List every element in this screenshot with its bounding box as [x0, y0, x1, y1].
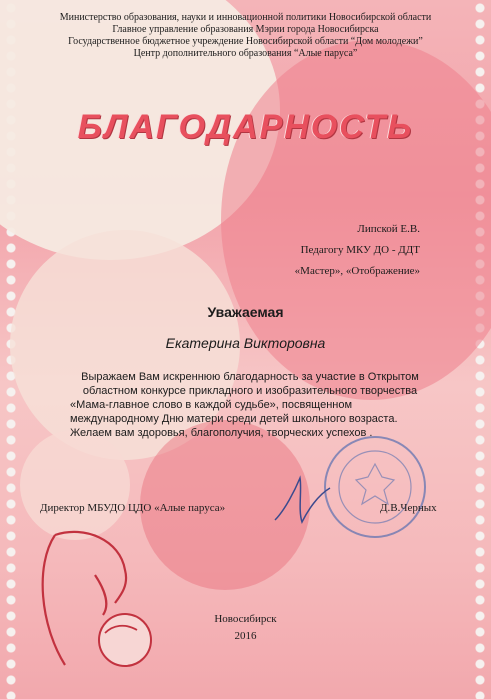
- mother-child-illustration-icon: [25, 515, 175, 685]
- org-line: Центр дополнительного образования “Алые паруса”: [133, 48, 358, 59]
- recipient-position: Педагогу МКУ ДО - ДДТ: [300, 244, 420, 256]
- org-line: Государственное бюджетное учреждение Новосибирской области “Дом молодежи”: [68, 36, 423, 47]
- organization-header: [30, 12, 461, 60]
- body-line: областном конкурсе прикладного и изобразительного творчества: [82, 385, 418, 397]
- year: 2016: [234, 630, 257, 642]
- org-line: Министерство образования, науки и инновационной политики Новосибирской области: [59, 12, 432, 23]
- recipient-studios: «Мастер», «Отображение»: [294, 265, 420, 277]
- body-line: международному Дню матери среди детей школьного возраста.: [70, 413, 398, 425]
- greeting: Уважаемая: [207, 304, 284, 320]
- city: Новосибирск: [214, 613, 277, 625]
- body-line: «Мама-главное слово в каждой судьбе», посвященном: [70, 399, 353, 411]
- body-line: Выражаем Вам искреннюю благодарность за участие в Открытом: [81, 371, 419, 383]
- signature-name: Д.В.Черных: [380, 502, 437, 514]
- addressee-name: Екатерина Викторовна: [165, 335, 326, 351]
- gratitude-text: [70, 370, 430, 440]
- signature-role: Директор МБУДО ЦДО «Алые паруса»: [40, 502, 226, 514]
- certificate-title: БЛАГОДАРНОСТЬ: [77, 108, 414, 146]
- org-line: Главное управление образования Мэрии города Новосибирска: [112, 24, 379, 35]
- recipient-name: Липской Е.В.: [357, 223, 420, 235]
- handwritten-signature-icon: [270, 470, 340, 530]
- body-line: Желаем вам здоровья, благополучия, творческих успехов .: [70, 427, 373, 439]
